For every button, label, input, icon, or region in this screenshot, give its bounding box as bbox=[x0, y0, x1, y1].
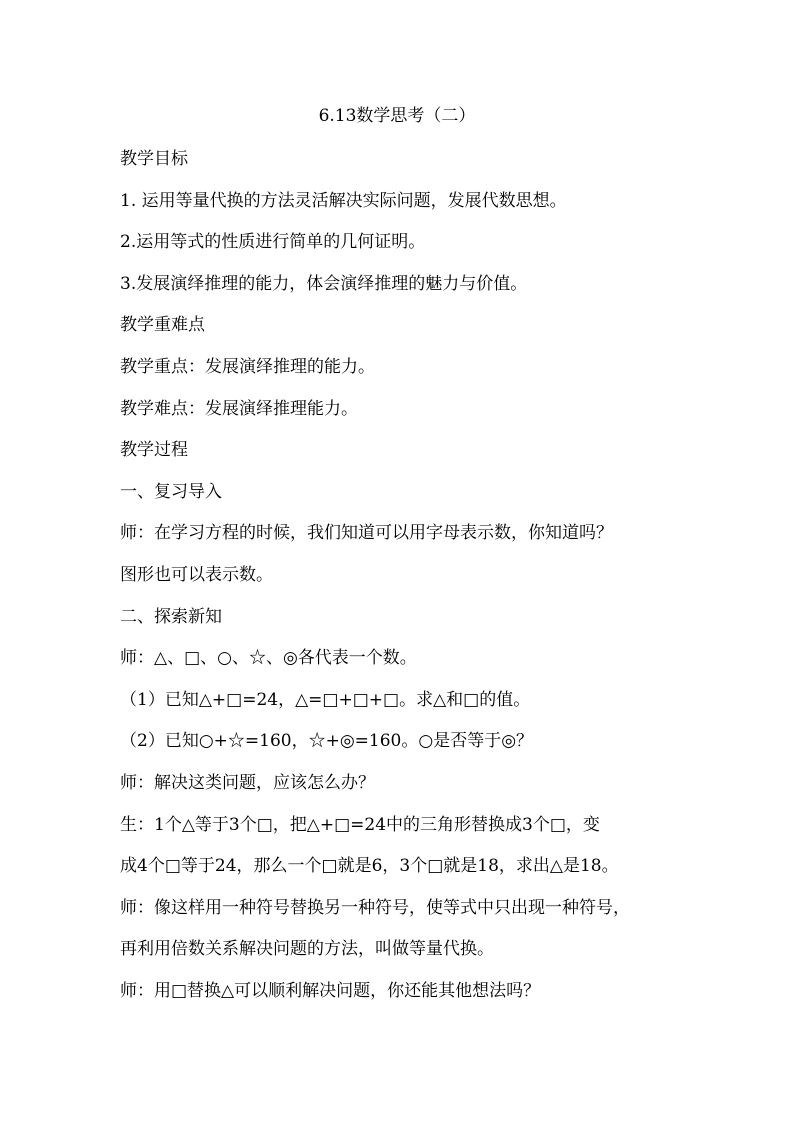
objective-1: 1. 运用等量代换的方法灵活解决实际问题，发展代数思想。 bbox=[120, 190, 567, 211]
paragraph-line: 图形也可以表示数。 bbox=[120, 564, 273, 585]
paragraph-line: 再利用倍数关系解决问题的方法，叫做等量代换。 bbox=[120, 939, 494, 960]
paragraph-line: 师：用□替换△可以顺利解决问题，你还能其他想法吗？ bbox=[120, 980, 541, 1001]
objective-2: 2.运用等式的性质进行简单的几何证明。 bbox=[120, 232, 426, 253]
paragraph-line: 师：解决这类问题，应该怎么办？ bbox=[120, 772, 375, 793]
section-heading-objectives: 教学目标 bbox=[120, 149, 188, 169]
section-heading-key-points: 教学重难点 bbox=[120, 315, 205, 336]
paragraph-line: 师：像这样用一种符号替换另一种符号，使等式中只出现一种符号， bbox=[120, 897, 630, 918]
paragraph-line: 师：在学习方程的时候，我们知道可以用字母表示数，你知道吗？ bbox=[120, 523, 613, 544]
subsection-review: 一、复习导入 bbox=[120, 481, 222, 502]
paragraph-line: 生：1个△等于3个□，把△+□=24中的三角形替换成3个□，变 bbox=[120, 814, 600, 835]
document-title: 6.13数学思考（二） bbox=[318, 106, 476, 126]
section-heading-process: 教学过程 bbox=[120, 440, 188, 461]
problem-2: （2）已知○+☆=160，☆+◎=160。○是否等于◎？ bbox=[120, 731, 534, 752]
objective-3: 3.发展演绎推理的能力，体会演绎推理的魅力与价值。 bbox=[120, 273, 528, 294]
key-point: 教学重点：发展演绎推理的能力。 bbox=[120, 356, 375, 377]
difficult-point: 教学难点：发展演绎推理能力。 bbox=[120, 398, 358, 419]
problem-1: （1）已知△+□=24，△=□+□+□。求△和□的值。 bbox=[120, 689, 531, 710]
subsection-explore: 二、探索新知 bbox=[120, 606, 222, 627]
paragraph-line: 师：△、□、○、☆、◎各代表一个数。 bbox=[120, 648, 417, 669]
paragraph-line: 成4个□等于24，那么一个□就是6，3个□就是18，求出△是18。 bbox=[120, 856, 619, 877]
document-body bbox=[120, 147, 700, 1020]
